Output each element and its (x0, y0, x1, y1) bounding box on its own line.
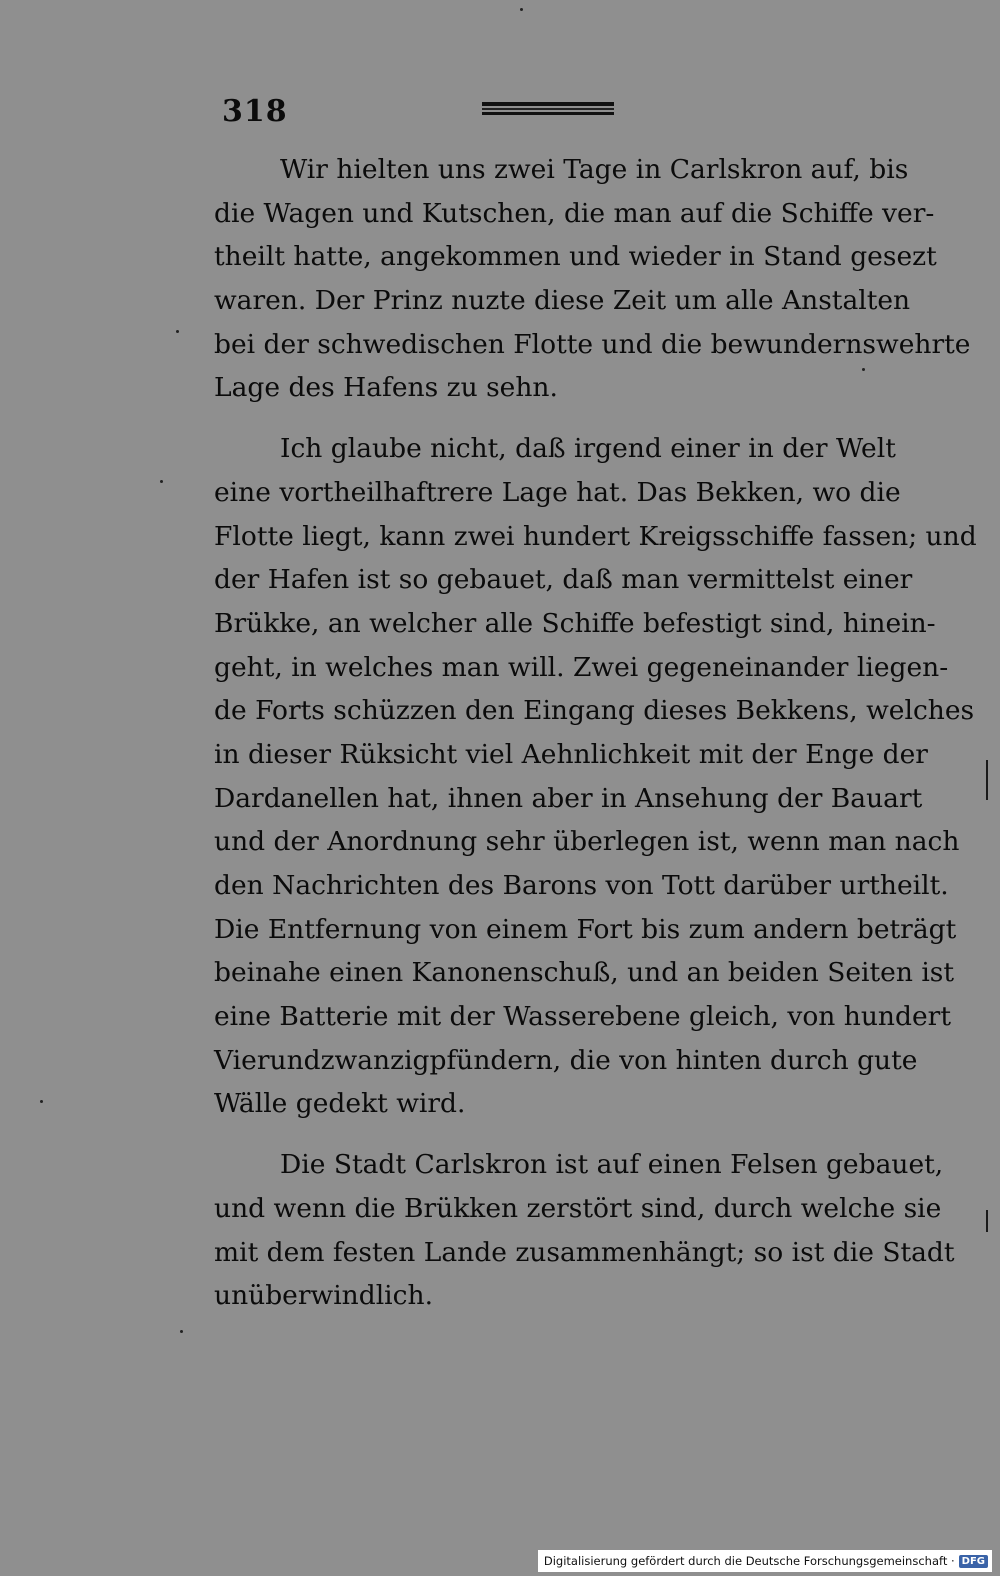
text-line: geht, in welches man will. Zwei gegeneinander liegen- (214, 651, 949, 683)
text-line: eine Batterie mit der Wasserebene gleich, von hundert (214, 1001, 951, 1033)
credit-text: Digitalisierung gefördert durch die Deutsche Forschungsgemeinschaft · (543, 1554, 955, 1568)
text-line: beinahe einen Kanonenschuß, und an beiden Seiten ist (214, 957, 955, 989)
digitization-credit (538, 1550, 992, 1572)
rule-line-top (482, 102, 614, 106)
scan-speck (160, 480, 163, 483)
header-ornament-rule (482, 102, 614, 114)
scan-speck (180, 1330, 183, 1333)
scan-speck (40, 1100, 43, 1103)
scan-speck (862, 368, 865, 371)
text-line: unüberwindlich. (214, 1280, 433, 1312)
text-line: der Hafen ist so gebauet, daß man vermittelst einer (214, 564, 913, 596)
text-line: waren. Der Prinz nuzte diese Zeit um alle Anstalten (214, 285, 911, 317)
text-line: und wenn die Brükken zerstört sind, durch welche sie (214, 1192, 942, 1224)
text-line: mit dem festen Lande zusammenhängt; so ist die Stadt (214, 1236, 955, 1268)
text-line: Ich glaube nicht, daß irgend einer in der Welt (280, 433, 896, 465)
text-line: und der Anordnung sehr überlegen ist, wenn man nach (214, 826, 960, 858)
text-line: Die Stadt Carlskron ist auf einen Felsen gebauet, (280, 1149, 944, 1181)
paragraph-2 (214, 427, 977, 1126)
text-line: in dieser Rüksicht viel Aehnlichkeit mit der Enge der (214, 738, 928, 770)
text-line: Dardanellen hat, ihnen aber in Ansehung der Bauart (214, 782, 923, 814)
page-number: 318 (222, 94, 288, 129)
text-line: bei der schwedischen Flotte und die bewundernswehrte (214, 328, 971, 360)
text-line: Wälle gedekt wird. (214, 1088, 466, 1120)
dfg-logo: DFG (959, 1555, 988, 1568)
paragraph-1 (214, 148, 971, 410)
text-line: Vierundzwanzigpfündern, die von hinten durch gute (214, 1044, 918, 1076)
scan-edge-mark (986, 760, 988, 800)
text-line: de Forts schüzzen den Eingang dieses Bekkens, welches (214, 695, 975, 727)
text-line: theilt hatte, angekommen und wieder in Stand gesezt (214, 241, 937, 273)
text-line: Wir hielten uns zwei Tage in Carlskron auf, bis (280, 154, 909, 185)
paragraph-3 (214, 1143, 955, 1318)
text-line: Die Entfernung von einem Fort bis zum andern beträgt (214, 913, 957, 945)
text-line: die Wagen und Kutschen, die man auf die Schiffe ver- (214, 197, 935, 229)
text-line: Lage des Hafens zu sehn. (214, 372, 558, 404)
text-line: eine vortheilhaftrere Lage hat. Das Bekken, wo die (214, 476, 901, 508)
text-line: Brükke, an welcher alle Schiffe befestigt sind, hinein- (214, 607, 936, 639)
scan-speck (520, 8, 523, 11)
body-text (214, 148, 977, 1335)
scan-speck (176, 330, 179, 333)
scan-edge-mark (986, 1210, 988, 1232)
rule-line-middle (482, 108, 614, 110)
text-line: Flotte liegt, kann zwei hundert Kreigsschiffe fassen; und (214, 520, 977, 552)
rule-line-bottom (482, 112, 614, 115)
text-line: den Nachrichten des Barons von Tott darüber urtheilt. (214, 870, 949, 901)
